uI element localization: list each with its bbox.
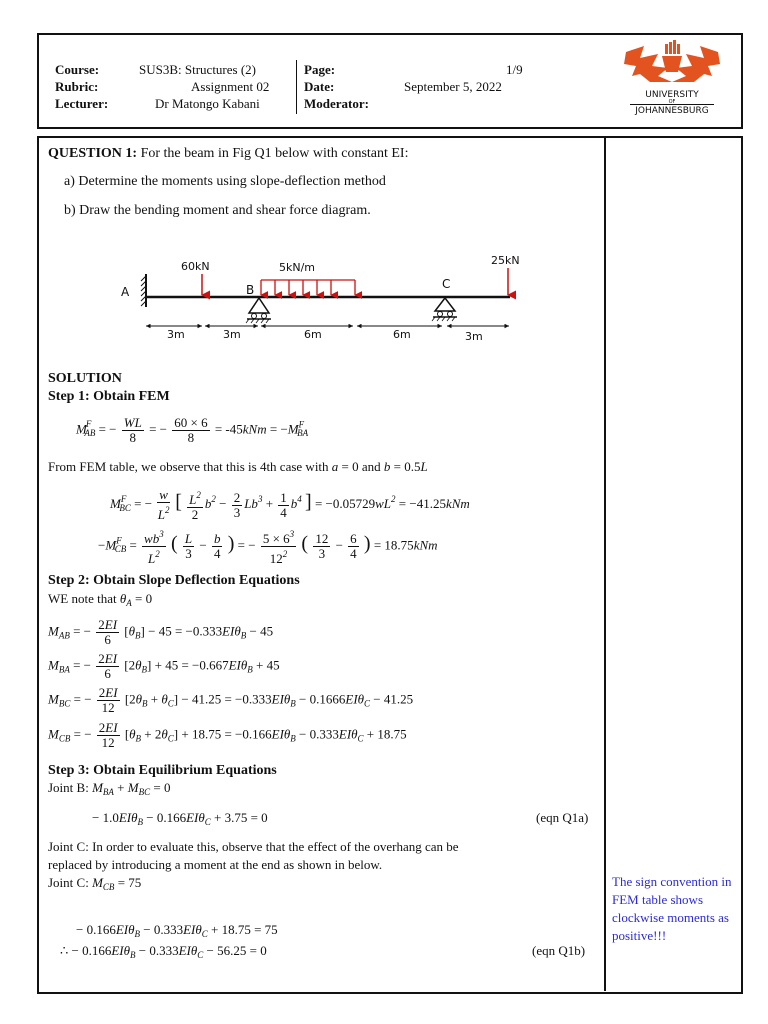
fem-note-line: From FEM table, we observe that this is 4th case with a = 0 and b = 0.5L xyxy=(48,459,428,474)
step3-title: Step 3: Obtain Equilibrium Equations xyxy=(48,763,277,778)
rubric-label: Rubric: xyxy=(55,79,99,94)
header-divider xyxy=(296,60,297,114)
udl-arrows xyxy=(261,280,355,295)
jointc-para1: Joint C: In order to evaluate this, observe that the effect of the overhang can be xyxy=(48,839,459,854)
rubric-value: Assignment 02 xyxy=(191,79,270,94)
solution-title: SOLUTION xyxy=(48,371,122,386)
university-logo xyxy=(618,38,726,120)
date-value: September 5, 2022 xyxy=(404,79,502,94)
label-b: B xyxy=(246,283,255,297)
dim-3: 6m xyxy=(304,328,322,341)
eqn-tag-q1b: (eqn Q1b) xyxy=(532,943,586,958)
label-c: C xyxy=(442,277,451,291)
jointc-label: Joint C: xyxy=(48,875,89,890)
eq-fem-ab: $M^F_{AB}$ = − $\frac{WL}{8}$ = − $\frac{60 \times 6}{8}$ = $-45kNm = -M^F_{BA}$ xyxy=(76,415,309,445)
beam-figure xyxy=(115,250,525,346)
eq-fem-cb: $-M^F_{CB}$ = $\frac{wb^3}{L^2}$ ( $\frac{L}{3}$ − $\frac{b}{4}$ ) = − $\frac{5 \times 6^3}{12^2}$ ( $\frac{12}{3}$ − $\frac{6}{4}$ ) = 18.75kNm xyxy=(98,529,438,566)
page-value: 1/9 xyxy=(506,62,523,77)
jointc-line: Joint C: $M_{CB} = 75$ xyxy=(48,875,142,892)
eqn-tag-q1a: (eqn Q1a) xyxy=(536,810,589,825)
label-a: A xyxy=(121,285,130,299)
logo-line1: UNIVERSITY xyxy=(645,90,699,100)
eq-sd-mba: $M_{BA}$ = − $\frac{2EI}{6}$ $[2\theta_B] + 45 = -0.667EI\theta_B + 45$ xyxy=(48,651,280,681)
theta-note: WE note that xyxy=(48,591,117,606)
margin-divider xyxy=(604,137,606,991)
jointc-para2: replaced by introducing a moment at the end as shown in below. xyxy=(48,857,383,872)
dim-4: 6m xyxy=(393,328,411,341)
lecturer-value: Dr Matongo Kabani xyxy=(155,96,260,111)
fem-note: From FEM table, we observe that this is 4th case with xyxy=(48,459,329,474)
eq-sd-mbc: $M_{BC}$ = − $\frac{2EI}{12}$ $[2\theta_B + \theta_C] - 41.25 = -0.333EI\theta_B - 0.1666EI\theta_C - 41.25$ xyxy=(48,685,414,715)
course-value: SUS3B: Structures (2) xyxy=(139,62,256,77)
eq-sd-mcb: $M_{CB}$ = − $\frac{2EI}{12}$ $[\theta_B + 2\theta_C] + 18.75 = -0.166EI\theta_B - 0.333EI\theta_C + 18.75$ xyxy=(48,720,407,750)
eq-q1b: ∴ − 0.166EIθ$_B$ − 0.333EIθ$_C$ − 56.25 = 0 xyxy=(60,943,267,960)
roller-support-c-icon xyxy=(432,298,457,321)
dim-1: 3m xyxy=(167,328,185,341)
eq-fem-bc: $M^F_{BC}$ = − $\frac{w}{L^2}$ [ $\frac{L^2}{2}$ $b^2$ − $\frac{2}{3}$ Lb$^3$ + $\frac{1}{4}$ $b^4$ ] = $-0.05729wL^2 = -41.25kNm$ xyxy=(110,487,470,522)
jointb-label: Joint B: xyxy=(48,780,89,795)
point-load-60-label: 60kN xyxy=(181,260,210,273)
theta-note-line: WE note that $\theta_A = 0$ xyxy=(48,591,153,608)
udl-label: 5kN/m xyxy=(279,261,316,274)
dim-2: 3m xyxy=(223,328,241,341)
question-part-b: b) Draw the bending moment and shear force diagram. xyxy=(64,203,371,218)
step2-title: Step 2: Obtain Slope Deflection Equations xyxy=(48,573,300,588)
eq-sd-mab: $M_{AB}$ = − $\frac{2EI}{6}$ $[\theta_B] - 45 = -0.333EI\theta_B - 45$ xyxy=(48,617,274,647)
question-line xyxy=(48,146,409,162)
fixed-support-icon xyxy=(141,274,146,307)
step1-title: Step 1: Obtain FEM xyxy=(48,389,170,404)
moderator-label: Moderator: xyxy=(304,96,369,111)
logo-line3: JOHANNESBURG xyxy=(635,106,709,116)
jointb-line: Joint B: $M_{BA} + M_{BC} = 0$ xyxy=(48,780,171,797)
question-text: For the beam in Fig Q1 below with constant EI: xyxy=(140,146,409,161)
question-part-a: a) Determine the moments using slope-deflection method xyxy=(64,174,386,189)
eq-q1a: − 1.0EIθ$_B$ − 0.166EIθ$_C$ + 3.75 = 0 xyxy=(92,810,268,827)
point-load-25-label: 25kN xyxy=(491,254,520,267)
dim-5: 3m xyxy=(465,330,483,343)
date-label: Date: xyxy=(304,79,335,94)
lecturer-label: Lecturer: xyxy=(55,96,109,111)
eq-jointc-1: − 0.166EIθ$_B$ − 0.333EIθ$_C$ + 18.75 = 75 xyxy=(76,922,278,939)
page-label: Page: xyxy=(304,62,336,77)
logo-emblem-icon xyxy=(618,38,726,90)
question-title: QUESTION 1: xyxy=(48,146,138,161)
sign-convention-note: The sign convention in FEM table shows clockwise moments as positive!!! xyxy=(612,874,732,943)
logo-line2: OF xyxy=(668,99,676,105)
course-label: Course: xyxy=(55,62,100,77)
pin-support-b-icon xyxy=(246,298,271,323)
